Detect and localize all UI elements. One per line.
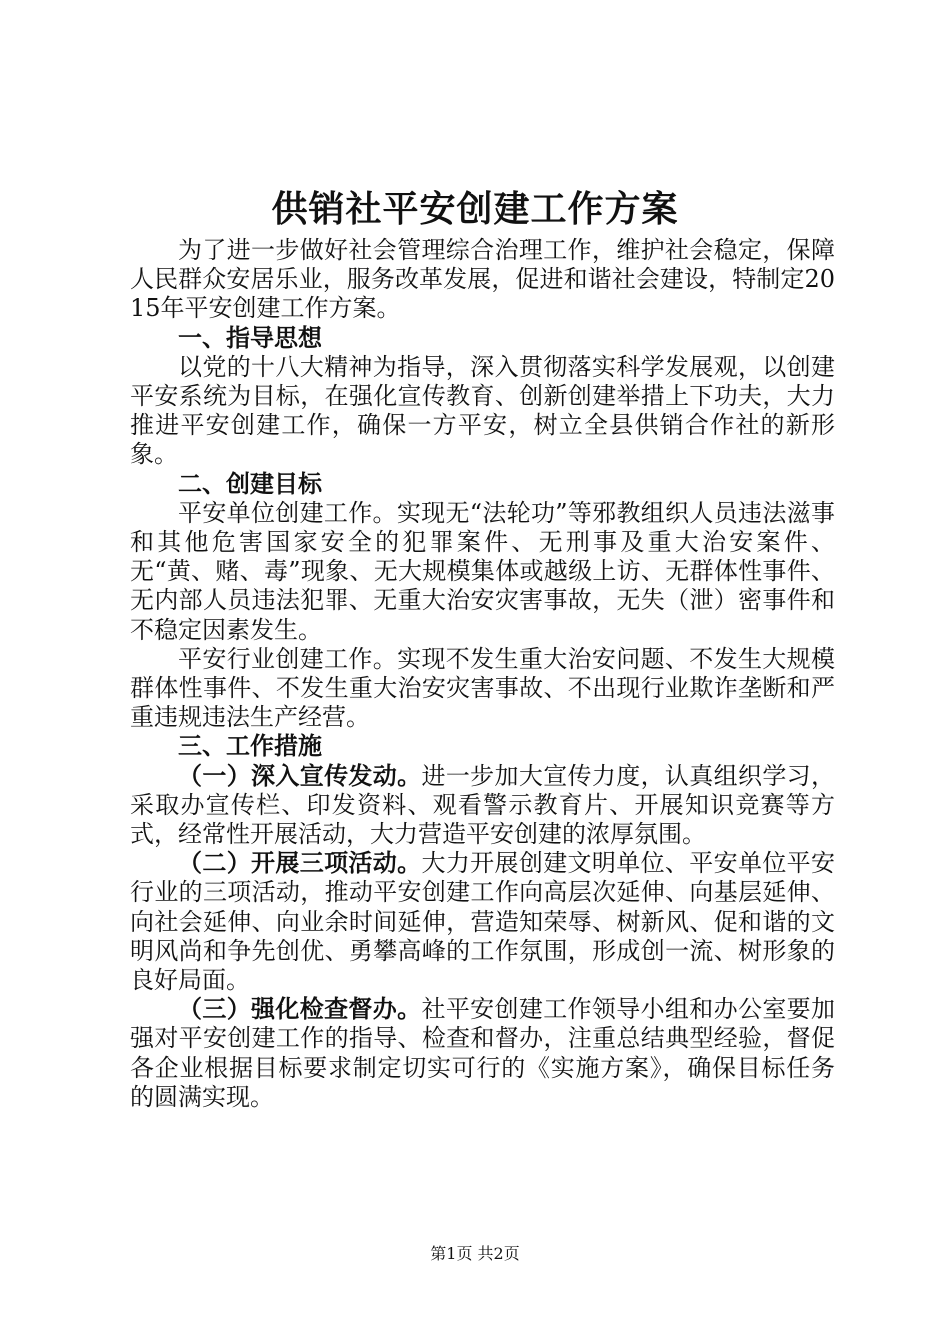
measure-paragraph-3 — [130, 995, 835, 1112]
document-body — [130, 236, 835, 1112]
measure-paragraph-2 — [130, 849, 835, 995]
measure-text-2: 大力开展创建文明单位、平安单位平安行业的三项活动，推动平安创建工作向高层次延伸、向基层延伸、向社会延伸、向业余时间延伸，营造知荣辱、树新风、促和谐的文明风尚和争先创优、勇攀高峰的工作氛围，形成创一流、树形象的良好局面。 — [130, 849, 836, 995]
measure-text-3: 社平安创建工作领导小组和办公室要加强对平安创建工作的指导、检查和督办，注重总结典型经验，督促各企业根据目标要求制定切实可行的《实施方案》，确保目标任务的圆满实现。 — [130, 995, 836, 1111]
measure-lead-1: （一）深入宣传发动。 — [178, 761, 422, 790]
guiding-ideology-paragraph: 以党的十八大精神为指导，深入贯彻落实科学发展观，以创建平安系统为目标，在强化宣传教育、创新创建举措上下功夫，大力推进平安创建工作，确保一方平安，树立全县供销合作社的新形象。 — [130, 352, 835, 469]
section-heading-measures: 三、工作措施 — [178, 732, 322, 761]
page-footer: 第1页 共2页 — [430, 1244, 520, 1263]
intro-paragraph: 为了进一步做好社会管理综合治理工作，维护社会稳定，保障人民群众安居乐业，服务改革发展，促进和谐社会建设，特制定2015年平安创建工作方案。 — [130, 236, 835, 323]
goals-paragraph-safe-unit: 平安单位创建工作。实现无“法轮功”等邪教组织人员违法滋事和其他危害国家安全的犯罪案件、无刑事及重大治安案件、无“黄、赌、毒”现象、无大规模集体或越级上访、无群体性事件、无内部人员违法犯罪、无重大治安灾害事故，无失（泄）密事件和不稳定因素发生。 — [130, 498, 835, 644]
goals-paragraph-safe-industry: 平安行业创建工作。实现不发生重大治安问题、不发生大规模群体性事件、不发生重大治安灾害事故、不出现行业欺诈垄断和严重违规违法生产经营。 — [130, 644, 835, 732]
document-title: 供销社平安创建工作方案 — [271, 189, 679, 230]
measure-text-1: 进一步加大宣传力度，认真组织学习，采取办宣传栏、印发资料、观看警示教育片、开展知识竞赛等方式，经常性开展活动，大力营造平安创建的浓厚氛围。 — [130, 761, 836, 849]
section-heading-goals: 二、创建目标 — [178, 469, 322, 498]
measure-lead-3: （三）强化检查督办。 — [178, 995, 422, 1024]
measure-paragraph-1 — [130, 762, 835, 850]
measure-lead-2: （二）开展三项活动。 — [178, 849, 422, 878]
section-heading-guiding-ideology: 一、指导思想 — [178, 323, 322, 352]
